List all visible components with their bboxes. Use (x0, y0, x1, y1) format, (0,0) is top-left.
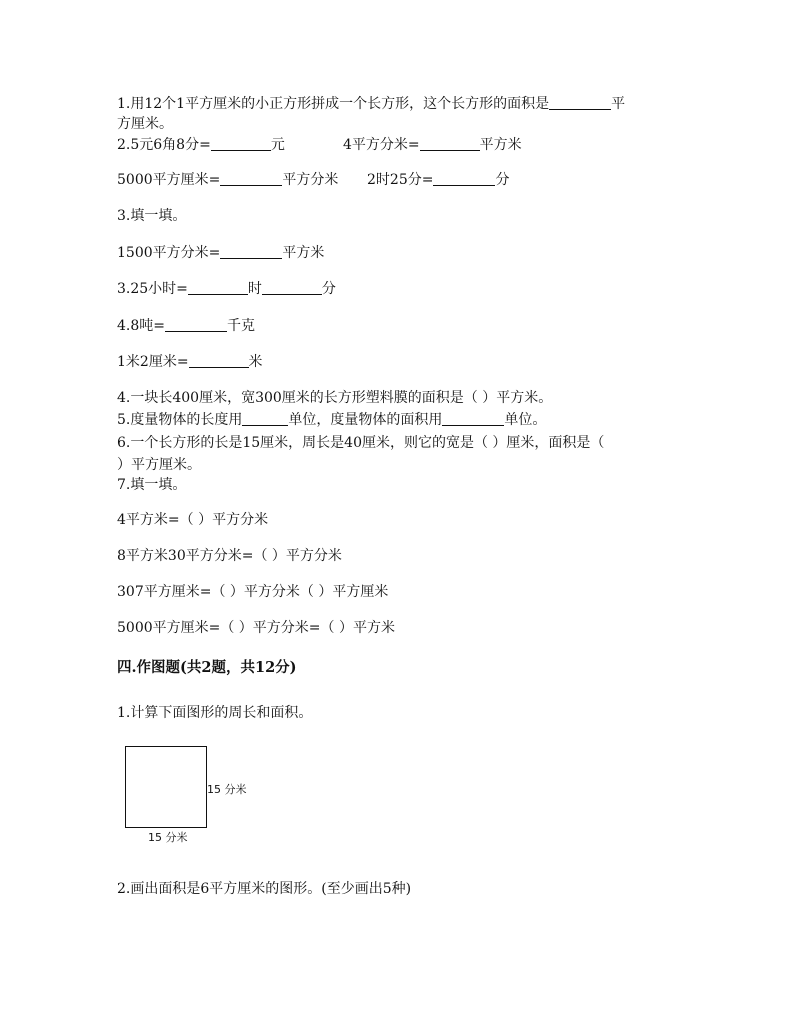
s4-q1: 1.计算下面图形的周长和面积。 (117, 705, 313, 721)
q4-text: 4.一块长400厘米，宽300厘米的长方形塑料膜的面积是（ ）平方米。 (117, 390, 553, 406)
answer-blank[interactable] (420, 136, 480, 151)
q6-line2: ）平方厘米。 (117, 457, 201, 473)
q2-b-unit: 平方米 (479, 137, 522, 153)
square-figure (125, 746, 207, 828)
bottom-length-label: 15 分米 (148, 831, 188, 844)
answer-blank[interactable] (433, 171, 495, 186)
q7-row1: 4平方米=（ ）平方分米 (117, 512, 269, 528)
answer-blank[interactable] (242, 411, 288, 426)
q2-a: 2.5元6角8分= (117, 137, 211, 153)
q2b-a-unit: 平方分米 (282, 172, 339, 188)
q1-tail: 平 (611, 96, 626, 112)
s4-q2: 2.画出面积是6平方厘米的图形。(至少画出5种) (117, 881, 412, 897)
q3-r4-unit: 米 (248, 354, 263, 370)
q2b-b: 2时25分= (367, 172, 434, 188)
q3-row2 (117, 280, 336, 298)
answer-blank[interactable] (188, 280, 248, 295)
side-length-label: 15 分米 (207, 783, 247, 796)
q1-line1 (117, 95, 625, 113)
answer-blank[interactable] (262, 280, 322, 295)
q3-r1: 1500平方分米= (117, 245, 221, 261)
q5-a: 5.度量物体的长度用 (117, 412, 243, 428)
q7-row3: 307平方厘米=（ ）平方分米（ ）平方厘米 (117, 584, 389, 600)
q2b-b-unit: 分 (495, 172, 510, 188)
q2-a-unit: 元 (270, 137, 285, 153)
section-heading: 四.作图题(共2题，共12分) (117, 659, 297, 676)
answer-blank[interactable] (220, 244, 282, 259)
q3-r2: 3.25小时= (117, 281, 188, 297)
q3-r1-unit: 平方米 (282, 245, 325, 261)
q3-row3 (117, 317, 255, 335)
q3-r3: 4.8吨= (117, 318, 165, 334)
answer-blank[interactable] (442, 411, 504, 426)
q2-b: 4平方分米= (343, 137, 420, 153)
q5-text (117, 411, 546, 429)
answer-blank[interactable] (220, 171, 282, 186)
q3-row4 (117, 353, 263, 371)
q3-r3-unit: 千克 (227, 318, 255, 334)
q7-row2: 8平方米30平方分米=（ ）平方分米 (117, 548, 342, 564)
q1-line2: 方厘米。 (117, 116, 173, 132)
q5-b: 单位，度量物体的面积用 (288, 412, 443, 428)
q3-r2-mid: 时 (247, 281, 262, 297)
q2b-a: 5000平方厘米= (117, 172, 221, 188)
answer-blank[interactable] (211, 136, 271, 151)
q3-row1 (117, 244, 324, 262)
q3-title: 3.填一填。 (117, 208, 187, 224)
q3-r4: 1米2厘米= (117, 354, 189, 370)
q2-row1b (343, 136, 522, 154)
q3-r2-unit: 分 (321, 281, 336, 297)
answer-blank[interactable] (549, 95, 611, 110)
q7-row4: 5000平方厘米=（ ）平方分米=（ ）平方米 (117, 620, 395, 636)
q7-title: 7.填一填。 (117, 477, 187, 493)
answer-blank[interactable] (189, 353, 249, 368)
q2-row1 (117, 136, 285, 154)
q6-line1: 6.一个长方形的长是15厘米，周长是40厘米，则它的宽是（ ）厘米，面积是（ (117, 435, 605, 451)
q2-row2 (117, 171, 338, 189)
q2-row2b (367, 171, 509, 189)
answer-blank[interactable] (165, 317, 227, 332)
q1-text: 1.用12个1平方厘米的小正方形拼成一个长方形，这个长方形的面积是 (117, 96, 550, 112)
q5-c: 单位。 (504, 412, 547, 428)
